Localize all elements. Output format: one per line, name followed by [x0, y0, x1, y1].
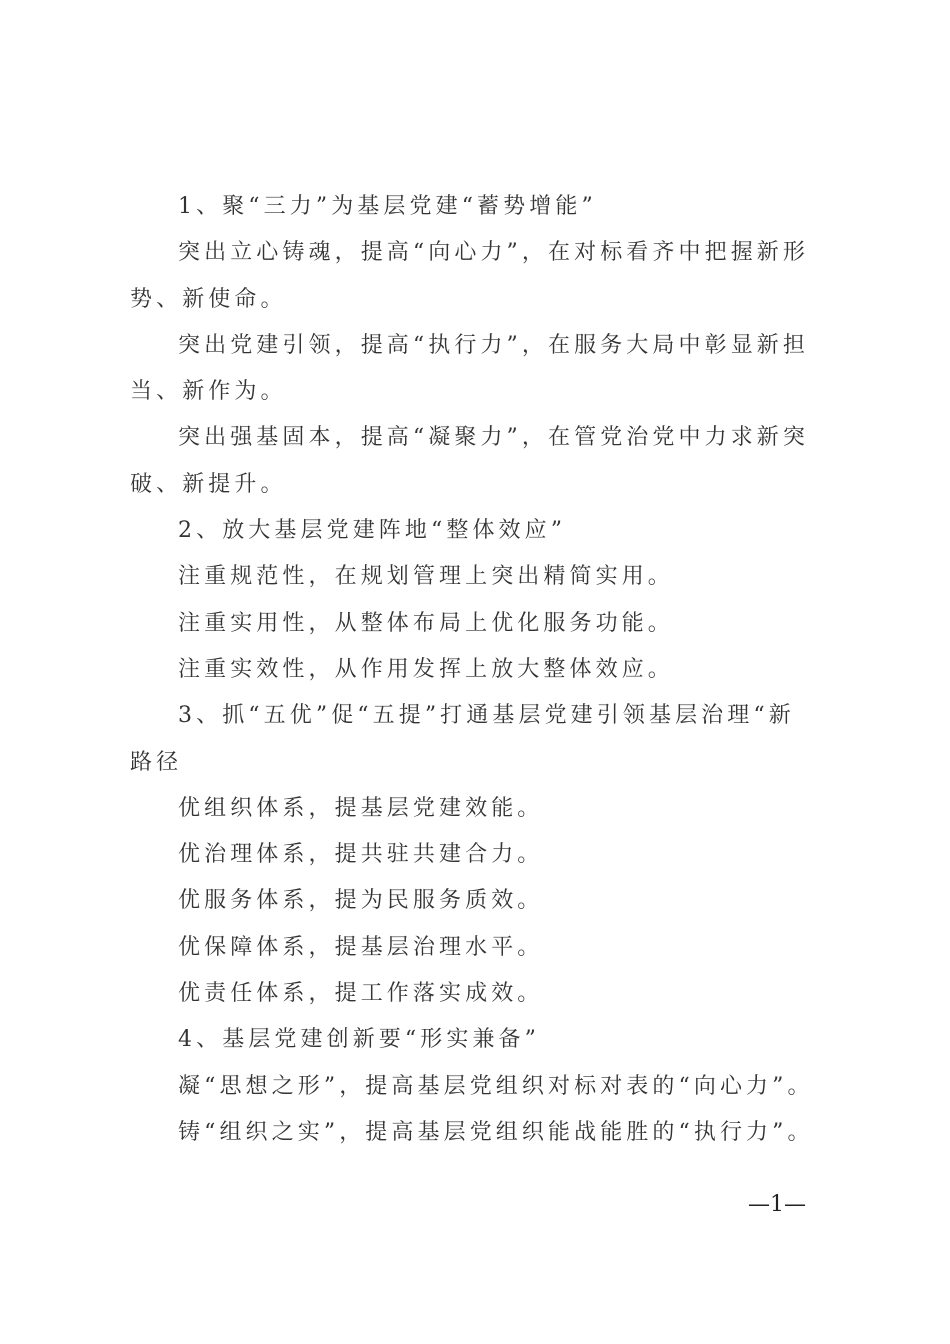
section-heading-2: 2、放大基层党建阵地“整体效应”	[178, 518, 567, 544]
paragraph-line: 优保障体系，提基层治理水平。	[178, 934, 544, 960]
section-heading-3-continued: 路径	[130, 749, 183, 775]
paragraph-line: 凝“思想之形”，提高基层党组织对标对表的“向心力”。	[178, 1073, 814, 1099]
paragraph-line: 注重实效性，从作用发挥上放大整体效应。	[178, 656, 674, 682]
paragraph-line: 优服务体系，提为民服务质效。	[178, 888, 544, 914]
paragraph-line: 突出立心铸魂，提高“向心力”，在对标看齐中把握新形	[178, 240, 809, 266]
paragraph-line: 注重实用性，从整体布局上优化服务功能。	[178, 610, 674, 636]
paragraph-line: 优组织体系，提基层党建效能。	[178, 795, 544, 821]
paragraph-line: 铸“组织之实”，提高基层党组织能战能胜的“执行力”。	[178, 1119, 814, 1145]
paragraph-line: 当、新作为。	[130, 379, 287, 405]
paragraph-line: 注重规范性，在规划管理上突出精简实用。	[178, 564, 674, 590]
paragraph-line: 破、新提升。	[130, 471, 287, 497]
page-number: —1—	[748, 1192, 806, 1217]
paragraph-line: 突出强基固本，提高“凝聚力”，在管党治党中力求新突	[178, 425, 809, 451]
section-heading-4: 4、基层党建创新要“形实兼备”	[178, 1027, 540, 1053]
paragraph-line: 突出党建引领，提高“执行力”，在服务大局中彰显新担	[178, 332, 809, 358]
document-body	[130, 184, 830, 1156]
paragraph-line: 势、新使命。	[130, 286, 287, 312]
paragraph-line: 优治理体系，提共驻共建合力。	[178, 842, 544, 868]
paragraph-line: 优责任体系，提工作落实成效。	[178, 981, 544, 1007]
section-heading-3: 3、抓“五优”促“五提”打通基层党建引领基层治理“新	[178, 703, 795, 729]
section-heading-1: 1、聚“三力”为基层党建“蓄势增能”	[178, 194, 597, 219]
